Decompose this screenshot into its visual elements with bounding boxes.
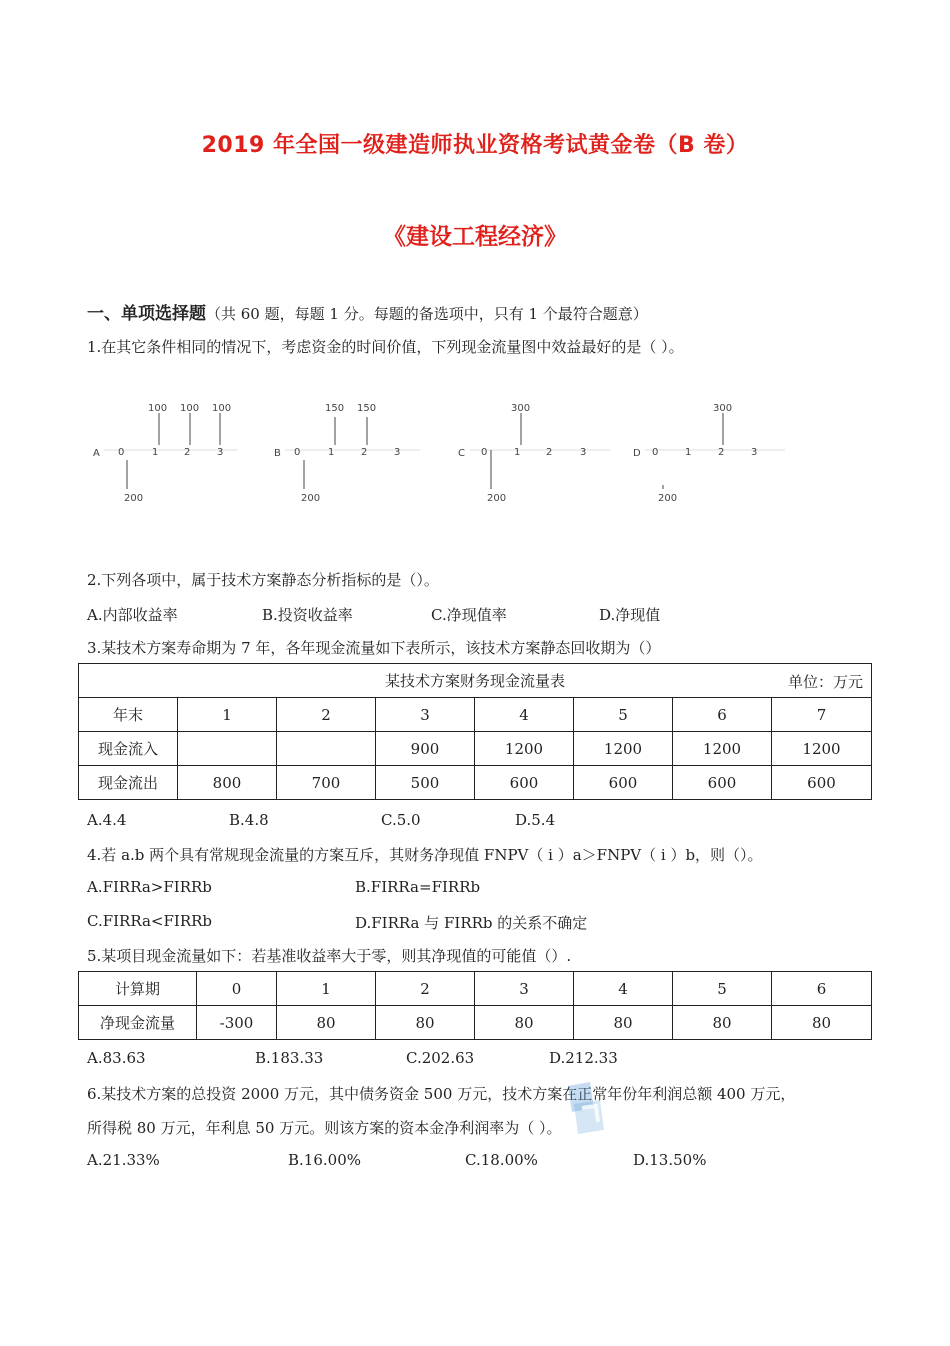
table-cell: 600 [673, 766, 772, 800]
tick-label: 1 [685, 447, 692, 458]
table-cell [178, 732, 277, 766]
q1-cashflow-diagrams [0, 395, 950, 535]
tick-label: 2 [718, 447, 725, 458]
diagram-label: C [458, 448, 465, 459]
table-cell: 0 [197, 972, 277, 1006]
q5-option-c[interactable]: C.202.63 [406, 1049, 475, 1067]
tick-label: 0 [294, 447, 301, 458]
table-cell: 700 [277, 766, 376, 800]
table-cell: 80 [475, 1006, 574, 1040]
cashflow-diagram-a [93, 403, 238, 504]
inflow-label: 300 [713, 403, 733, 414]
table-cell: 4 [574, 972, 673, 1006]
inflow-label: 100 [212, 403, 232, 414]
q6-stem-line2: 所得税 80 万元，年利息 50 万元。则该方案的资本金净利润率为（ ）。 [87, 1119, 562, 1137]
tick-label: 2 [546, 447, 553, 458]
inflow-label: 150 [325, 403, 345, 414]
outflow-label: 200 [487, 493, 507, 504]
outflow-label: 200 [124, 493, 144, 504]
q1-stem: 1.在其它条件相同的情况下，考虑资金的时间价值，下列现金流量图中效益最好的是（ ）。 [87, 338, 684, 356]
table-cell: 600 [574, 766, 673, 800]
table-cell: 800 [178, 766, 277, 800]
table-cell: 年末 [79, 698, 178, 732]
tick-label: 0 [652, 447, 659, 458]
outflow-label: 200 [658, 493, 678, 504]
table-caption: 某技术方案财务现金流量表 [384, 672, 565, 690]
section-heading: 一、单项选择题 [87, 304, 206, 324]
q5-option-a[interactable]: A.83.63 [87, 1049, 146, 1067]
table-cell: 80 [574, 1006, 673, 1040]
table-cell: 1200 [772, 732, 872, 766]
q3-cashflow-table [78, 663, 872, 800]
inflow-label: 150 [357, 403, 377, 414]
q5-cashflow-table [78, 971, 872, 1040]
table-row [79, 732, 872, 766]
q6-option-d[interactable]: D.13.50% [633, 1151, 707, 1169]
tick-label: 1 [514, 447, 521, 458]
tick-label: 3 [217, 447, 224, 458]
diagram-label: D [633, 448, 641, 459]
tick-label: 2 [184, 447, 191, 458]
table-cell: 80 [772, 1006, 872, 1040]
q6-option-a[interactable]: A.21.33% [87, 1151, 160, 1169]
diagram-label: A [93, 448, 100, 459]
table-cell: 600 [772, 766, 872, 800]
table-cell: 1 [178, 698, 277, 732]
table-cell: 6 [772, 972, 872, 1006]
table-cell: 1200 [475, 732, 574, 766]
table-cell: 3 [475, 972, 574, 1006]
tick-label: 3 [580, 447, 587, 458]
table-cell: 4 [475, 698, 574, 732]
q4-option-d[interactable]: D.FIRRa 与 FIRRb 的关系不确定 [355, 914, 588, 932]
table-cell: -300 [197, 1006, 277, 1040]
table-cell: 6 [673, 698, 772, 732]
tick-label: 1 [328, 447, 335, 458]
table-cell: 5 [574, 698, 673, 732]
q2-option-b[interactable]: B.投资收益率 [262, 606, 353, 624]
q3-option-b[interactable]: B.4.8 [229, 811, 269, 829]
q4-option-b[interactable]: B.FIRRa=FIRRb [355, 878, 481, 896]
table-cell: 1200 [574, 732, 673, 766]
subject-title: 《建设工程经济》 [383, 224, 567, 250]
table-cell: 现金流入 [79, 732, 178, 766]
q2-option-c[interactable]: C.净现值率 [431, 606, 507, 624]
table-cell: 7 [772, 698, 872, 732]
q6-option-c[interactable]: C.18.00% [465, 1151, 538, 1169]
table-cell: 80 [277, 1006, 376, 1040]
q3-stem: 3.某技术方案寿命期为 7 年，各年现金流量如下表所示，该技术方案静态回收期为（） [87, 639, 661, 657]
diagram-label: B [274, 448, 281, 459]
inflow-label: 100 [180, 403, 200, 414]
table-cell: 80 [673, 1006, 772, 1040]
table-cell [277, 732, 376, 766]
q2-option-d[interactable]: D.净现值 [599, 606, 661, 624]
table-cell: 计算期 [79, 972, 197, 1006]
table-cell: 净现金流量 [79, 1006, 197, 1040]
table-caption-row [79, 664, 872, 698]
tick-label: 1 [152, 447, 159, 458]
q4-option-c[interactable]: C.FIRRa<FIRRb [87, 912, 213, 930]
q2-option-a[interactable]: A.内部收益率 [87, 606, 178, 624]
table-cell: 1200 [673, 732, 772, 766]
inflow-label: 300 [511, 403, 531, 414]
inflow-label: 100 [148, 403, 168, 414]
table-cell: 3 [376, 698, 475, 732]
table-header-row [79, 698, 872, 732]
table-cell: 2 [277, 698, 376, 732]
q5-stem: 5.某项目现金流量如下：若基准收益率大于零，则其净现值的可能值（）. [87, 947, 572, 965]
table-header-row [79, 972, 872, 1006]
q3-option-a[interactable]: A.4.4 [87, 811, 127, 829]
table-cell: 1 [277, 972, 376, 1006]
tick-label: 3 [751, 447, 758, 458]
section-header [87, 299, 648, 324]
table-cell: 2 [376, 972, 475, 1006]
table-cell: 600 [475, 766, 574, 800]
cashflow-diagram-d [633, 403, 785, 504]
table-cell: 现金流出 [79, 766, 178, 800]
table-unit: 单位：万元 [787, 673, 863, 691]
q5-option-b[interactable]: B.183.33 [255, 1049, 324, 1067]
cashflow-diagram-b [274, 403, 420, 504]
q3-option-d[interactable]: D.5.4 [515, 811, 556, 829]
section-note: （共 60 题，每题 1 分。每题的备选项中，只有 1 个最符合题意） [206, 305, 648, 323]
q4-option-a[interactable]: A.FIRRa>FIRRb [87, 878, 212, 896]
q2-stem: 2.下列各项中，属于技术方案静态分析指标的是（）。 [87, 571, 439, 589]
q6-stem-line1: 6.某技术方案的总投资 2000 万元，其中债务资金 500 万元，技术方案在正常年份年利润总额 400 万元， [87, 1085, 796, 1103]
tick-label: 2 [361, 447, 368, 458]
cashflow-diagram-c [458, 403, 610, 504]
exam-title: 2019 年全国一级建造师执业资格考试黄金卷（B 卷） [201, 133, 749, 158]
q3-option-c[interactable]: C.5.0 [381, 811, 421, 829]
table-row [79, 1006, 872, 1040]
outflow-label: 200 [301, 493, 321, 504]
tick-label: 3 [394, 447, 401, 458]
watermark-logo-icon [560, 1078, 610, 1138]
table-row [79, 766, 872, 800]
q6-option-b[interactable]: B.16.00% [288, 1151, 361, 1169]
q5-option-d[interactable]: D.212.33 [549, 1049, 618, 1067]
table-cell: 500 [376, 766, 475, 800]
table-caption-cell [79, 664, 872, 698]
q4-stem: 4.若 a.b 两个具有常规现金流量的方案互斥，其财务净现值 FNPV（ i ）a＞FNPV（ i ）b，则（）。 [87, 846, 763, 864]
tick-label: 0 [481, 447, 488, 458]
table-cell: 80 [376, 1006, 475, 1040]
table-cell: 5 [673, 972, 772, 1006]
tick-label: 0 [118, 447, 125, 458]
table-cell: 900 [376, 732, 475, 766]
